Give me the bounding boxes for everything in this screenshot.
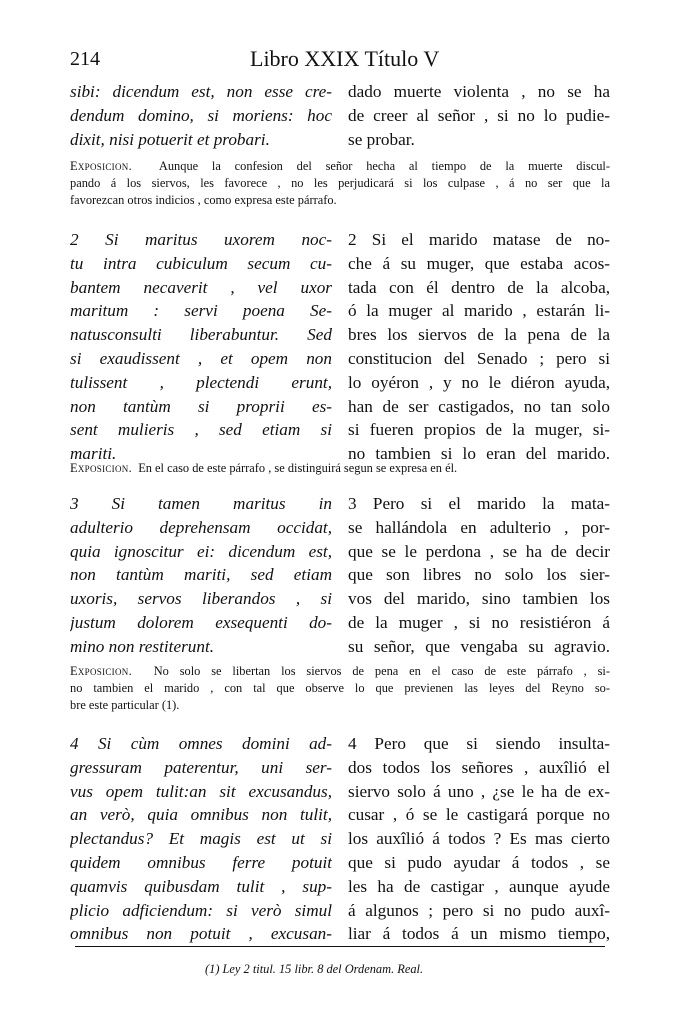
latin-column (70, 80, 332, 151)
spanish-line: siervo solo á uno , ¿se le ha de ex- (348, 781, 610, 801)
latin-line: natusconsulti liberabuntur. Sed (70, 325, 332, 345)
spanish-line: que se le perdona , se ha de decir (348, 541, 610, 561)
spanish-line: su señor, que vengaba su agravio. (348, 636, 610, 656)
spanish-column (348, 492, 610, 659)
page-number: 214 (70, 48, 100, 70)
commentary-2 (70, 460, 610, 477)
latin-line: an verò, quia omnibus non tulit, (70, 805, 332, 825)
latin-column (70, 732, 332, 946)
commentary-line: favorezcan otros indicios , como expresa este párrafo. (70, 193, 337, 207)
spanish-line: 4 Pero que si siendo insulta- (348, 734, 610, 753)
spanish-line: de creer al señor , si no lo pudie- (348, 105, 610, 125)
spanish-column (348, 80, 610, 151)
latin-line: plectandus? Et magis est ut si (70, 829, 332, 849)
commentary-label: Exposicion. (70, 159, 132, 173)
spanish-line: que si pudo ayudar á todos , se (348, 852, 610, 872)
spanish-line: dado muerte violenta , no se ha (348, 82, 610, 101)
latin-line: 4 Si cùm omnes domini ad- (70, 734, 332, 753)
spanish-line: dos todos los señores , auxîlió el (348, 757, 610, 777)
spanish-line: se probar. (348, 129, 415, 149)
latin-line: dendum domino, si moriens: hoc (70, 105, 332, 125)
latin-line: uxoris, servos liberandos , si (70, 589, 332, 609)
latin-line: omnibus non potuit , excusan- (70, 924, 332, 944)
spanish-line: que son libres no solo los sier- (348, 565, 610, 585)
running-title: Libro XXIX Título V (250, 46, 440, 71)
latin-line: tu intra cubiculum secum cu- (70, 253, 332, 273)
latin-line: si exaudissent , et opem non (70, 348, 332, 368)
spanish-line: cusar , ó se le castigará porque no (348, 805, 610, 825)
latin-column (70, 228, 332, 466)
spanish-line: á algunos ; pero si no pudo auxî- (348, 900, 610, 920)
commentary-label: Exposicion. (70, 461, 132, 475)
latin-line: justum dolorem exsequenti do- (70, 612, 332, 632)
spanish-line: constitucion del Senado ; pero si (348, 348, 610, 368)
spanish-line: 2 Si el marido matase de no- (348, 230, 610, 249)
commentary-1 (70, 158, 610, 209)
spanish-line: bres los siervos de la pena de la (348, 325, 610, 345)
footnote-rule (75, 946, 605, 947)
latin-line: quidem omnibus ferre potuit (70, 852, 332, 872)
spanish-line: lo oyéron , y no le diéron ayuda, (348, 372, 610, 392)
commentary-label: Exposicion. (70, 664, 132, 678)
spanish-line: de la muger , si no resistiéron á (348, 612, 610, 632)
latin-line: quamvis quibusdam tulit , sup- (70, 876, 332, 896)
spanish-line: les ha de castigar , aunque ayude (348, 876, 610, 896)
commentary-line: Exposicion. Aunque la confesion del señor hecha al tiempo de la muerte discul- (70, 159, 610, 173)
spanish-line: ó la muger al marido , estarán li- (348, 301, 610, 321)
latin-line: mariti. (70, 444, 117, 464)
commentary-line: bre este particular (1). (70, 698, 180, 712)
latin-line: sibi: dicendum est, non esse cre- (70, 82, 332, 101)
latin-line: non tantùm mariti, sed etiam (70, 565, 332, 585)
spanish-line: vos del marido, sino tambien los (348, 589, 610, 609)
commentary-3 (70, 663, 610, 714)
commentary-line: no tambien el marido , con tal que observe lo que previenen las leyes del Reyno so- (70, 681, 610, 695)
spanish-line: si fueren propios de la muger, si- (348, 420, 610, 440)
latin-column (70, 492, 332, 659)
spanish-column (348, 228, 610, 466)
commentary-line: Exposicion. En el caso de este párrafo , se distinguirá segun se expresa en él. (70, 461, 458, 475)
latin-line: non tantùm si proprii es- (70, 396, 332, 416)
spanish-line: che á su muger, que estaba acos- (348, 253, 610, 273)
latin-line: quia ignoscitur ei: dicendum est, (70, 541, 332, 561)
latin-line: 3 Si tamen maritus in (70, 494, 332, 513)
latin-line: 2 Si maritus uxorem noc- (70, 230, 332, 249)
spanish-line: 3 Pero si el marido la mata- (348, 494, 610, 513)
spanish-line: no tambien si lo eran del marido. (348, 444, 610, 464)
spanish-line: tada con él dentro de la alcoba, (348, 277, 610, 297)
latin-line: maritum : servi poena Se- (70, 301, 332, 321)
commentary-line: Exposicion. No solo se libertan los siervos de pena en el caso de este párrafo , si- (70, 664, 610, 678)
commentary-line: pando á los siervos, les favorece , no les perjudicará si los culpase , á no ser que la (70, 176, 610, 190)
latin-line: dixit, nisi potuerit et probari. (70, 129, 270, 149)
spanish-line: los auxîlió á todos ? Es mas cierto (348, 829, 610, 849)
latin-line: adulterio deprehensam occidat, (70, 517, 332, 537)
spanish-column (348, 732, 610, 946)
latin-line: vus opem tulit:an sit excusandus, (70, 781, 332, 801)
latin-line: gressuram paterentur, uni ser- (70, 757, 332, 777)
spanish-line: han de ser castigados, no tan solo (348, 396, 610, 416)
spanish-line: se hallándola en adulterio , por- (348, 517, 610, 537)
latin-line: plicio adficiendum: si verò simul (70, 900, 332, 920)
footnote: (1) Ley 2 titul. 15 libr. 8 del Ordenam. Real. (205, 962, 424, 976)
spanish-line: liar á todos á un mismo tiempo, (348, 924, 610, 944)
latin-line: tulissent , plectendi erunt, (70, 372, 332, 392)
latin-line: bantem necaverit , vel uxor (70, 277, 332, 297)
latin-line: mino non restiterunt. (70, 636, 215, 656)
latin-line: sent mulieris , sed etiam si (70, 420, 332, 440)
